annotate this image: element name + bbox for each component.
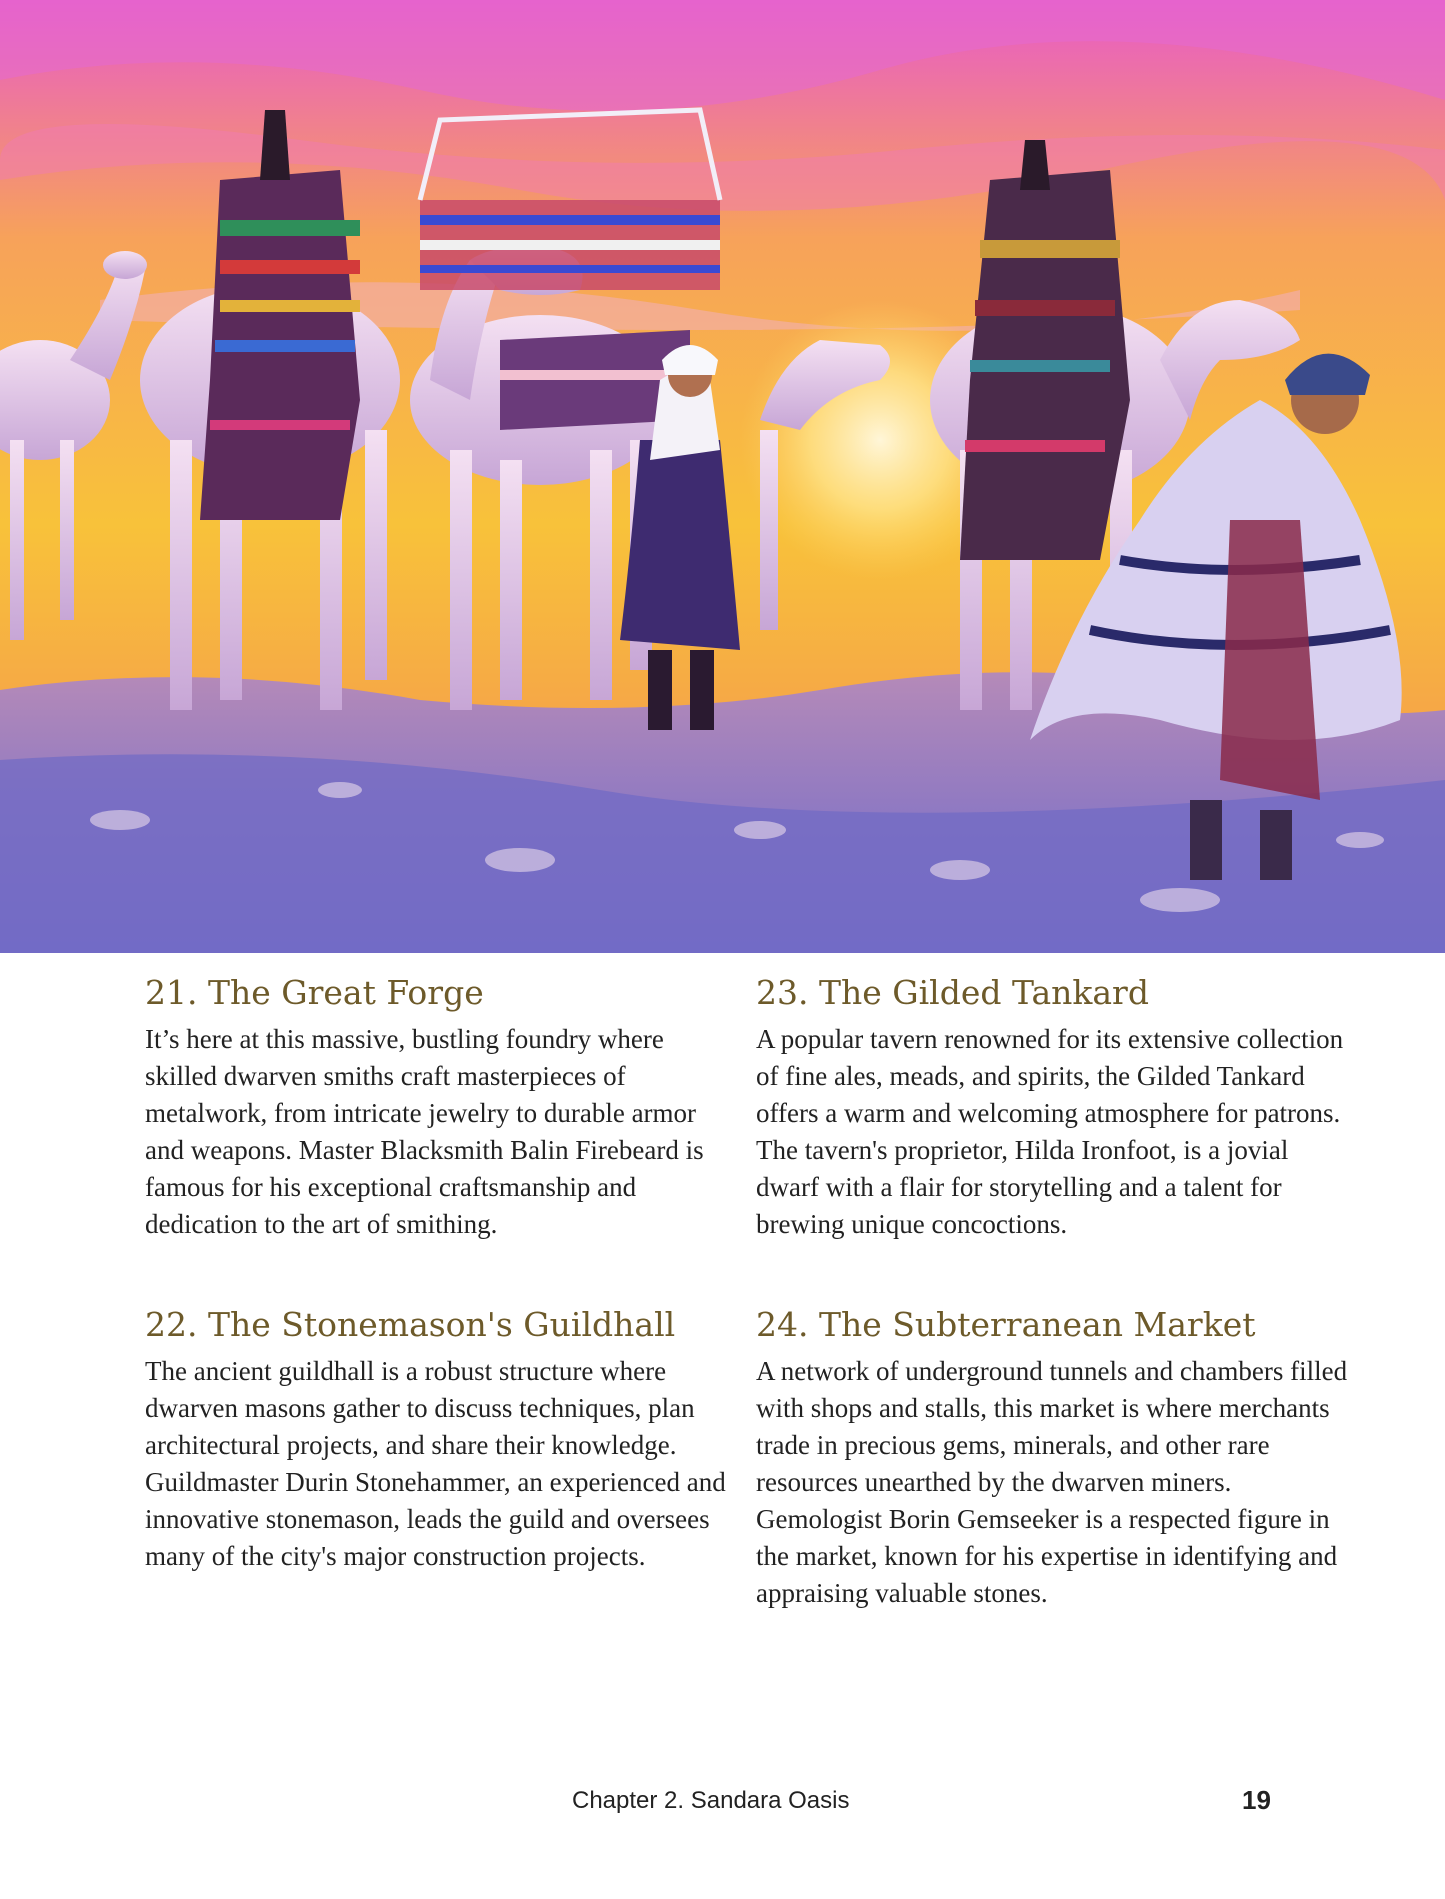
section-subterranean-market <box>756 1305 1356 1612</box>
section-title: 24. The Subterranean Market <box>756 1305 1256 1344</box>
section-great-forge <box>145 973 740 1243</box>
section-body: It’s here at this massive, bustling foundry where skilled dwarven smiths craft masterpieces of metalwork, from intricate jewelry to durable armor and weapons. Master Blacksmith Balin Firebeard is famous for his exceptional craftsmanship and dedication to the art of smithing. <box>145 1024 704 1239</box>
section-stonemasons-guildhall <box>145 1305 740 1575</box>
footer-page-number: 19 <box>1242 1785 1271 1815</box>
section-title: 23. The Gilded Tankard <box>756 973 1149 1012</box>
section-body: A network of underground tunnels and chambers filled with shops and stalls, this market is where merchants trade in precious gems, minerals, and other rare resources unearthed by the dwarven miners. Gemologist Borin Gemseeker is a respected figure in the market, known for his expertise in identifying and appraising valuable stones. <box>756 1356 1348 1608</box>
section-body: A popular tavern renowned for its extensive collection of fine ales, meads, and spirits, the Gilded Tankard offers a warm and welcoming atmosphere for patrons. The tavern's proprietor, Hilda Ironfoot, is a jovial dwarf with a flair for storytelling and a talent for brewing unique concoctions. <box>756 1024 1344 1239</box>
section-gilded-tankard <box>756 973 1356 1243</box>
section-title: 22. The Stonemason's Guildhall <box>145 1305 676 1344</box>
section-title: 21. The Great Forge <box>145 973 484 1012</box>
footer-chapter-title: Chapter 2. Sandara Oasis <box>572 1787 850 1814</box>
section-body: The ancient guildhall is a robust structure where dwarven masons gather to discuss techniques, plan architectural projects, and share their knowledge. Guildmaster Durin Stonehammer, an experienced and innovative stonemason, leads the guild and oversees many of the city's major construction projects. <box>145 1356 726 1571</box>
